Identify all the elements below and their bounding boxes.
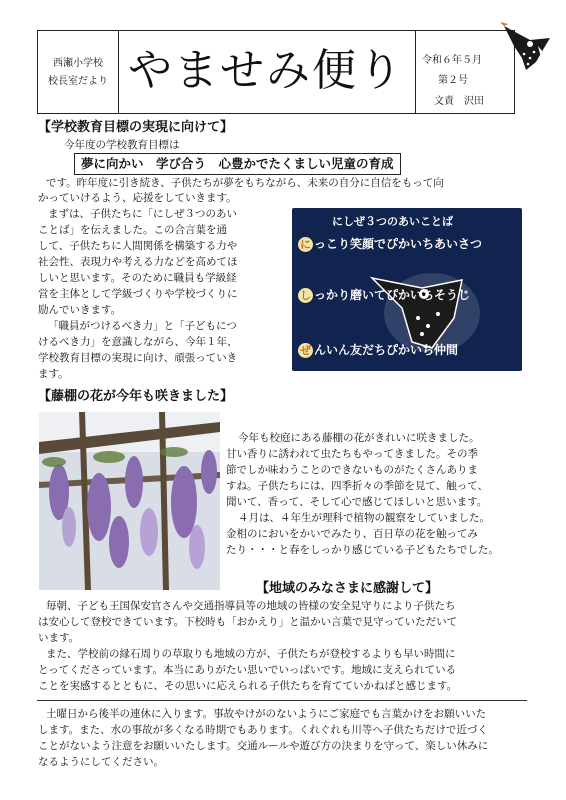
section-heading-school-goal: 【学校教育目標の実現に向けて】 xyxy=(38,120,234,135)
aikotoba-item: し っかり磨いてぴかいちそうじ xyxy=(300,288,471,302)
school-name: 西瀬小学校 xyxy=(53,58,103,69)
newsletter-title: やませみ便り xyxy=(128,45,404,96)
aikotoba-item: ぜ んいん友だちぴかいち仲間 xyxy=(300,343,459,357)
kingfisher-mascot-icon xyxy=(500,18,554,76)
newsletter-source: 校長室だより xyxy=(48,76,108,87)
aikotoba-title: にしぜ３つのあいことば xyxy=(332,215,453,228)
community-paragraph: 毎朝、子ども王国保安官さんや交通指導員等の地域の皆様の安全見守りにより子供たち は安心して登校できています。下校時も「おかえり」と温かい言葉で見守っていただいて います。 また、学校前の縁石周りの草取りも地域の方が、子供たちが登校するよりも早い時間に とってくださっています。本当にありがたい思いでいっぱいです。地域に支えられている ことを実感するとともに、その思いに応えられる子供たちを育てていかねばと感じます。 xyxy=(38,600,458,692)
wisteria-photo xyxy=(39,412,220,590)
goal-intro: 今年度の学校教育目標は xyxy=(64,139,180,151)
wisteria-paragraph: 今年も校庭にある藤棚の花がきれいに咲きました。 甘い香りに誘われて虫たちもやってきました。その季 節でしか味わうことのできないものがたくさんありま すね。子供たちには、四季折々の季節を見て、触って、 聞いて、香って、そして心で感じてほしいと思います。 ４月は、４年生が理科で植物の観察をしていました。 金相のにおいをかいでみたり、百日草の花を触ってみ たり・・・と春をしっかり感じている子どもたちでした。 xyxy=(226,432,499,556)
divider xyxy=(37,700,527,701)
header-box xyxy=(37,30,515,114)
issue-date: 令和６年５月 xyxy=(422,55,482,66)
school-motto: 夢に向かい 学び合う 心豊かでたくましい児童の育成 xyxy=(74,153,401,175)
holiday-notice: 土曜日から後半の連休に入ります。事故やけがのないようにご家庭でも言葉かけをお願いいた します。また、水の事故が多くなる時期でもあります。くれぐれも川等へ子供たちだけで近づく ことがないよう注意をお願いいたします。交通ルールや遊び方の決まりを守って、楽しい休みに なるようにしてください。 xyxy=(38,708,489,768)
paragraph-aikotoba: まずは、子供たちに「にしぜ３つのあい ことば」を伝えました。この合言葉を通 して、子供たちに人間関係を構築する力や 社会性、表現力や考える力などを高めてほ しいと思います。そのために職員も学級経 営を主体として学級づくりや学校づくりに 励んでいきます。 「職員がつけるべき力」と「子どもにつ けるべき力」を意識しながら、今年１年、 学校教育目標の実現に向け、頑張っていき ます。 xyxy=(38,208,238,380)
paragraph-text: かっていけるよう、応援をしていきます。 xyxy=(38,192,237,204)
issue-number: 第２号 xyxy=(438,75,468,86)
author: 文責 沢田 xyxy=(434,96,484,107)
paragraph-text: です。昨年度に引き続き、子供たちが夢をもちながら、未来の自分に自信をもって向 xyxy=(46,177,444,189)
section-heading-community: 【地域のみなさまに感謝して】 xyxy=(256,581,439,596)
aikotoba-item: に っこり笑顔でぴかいちあいさつ xyxy=(300,237,483,251)
aikotoba-panel xyxy=(292,208,522,371)
section-heading-wisteria: 【藤棚の花が今年も咲きました】 xyxy=(38,389,234,404)
